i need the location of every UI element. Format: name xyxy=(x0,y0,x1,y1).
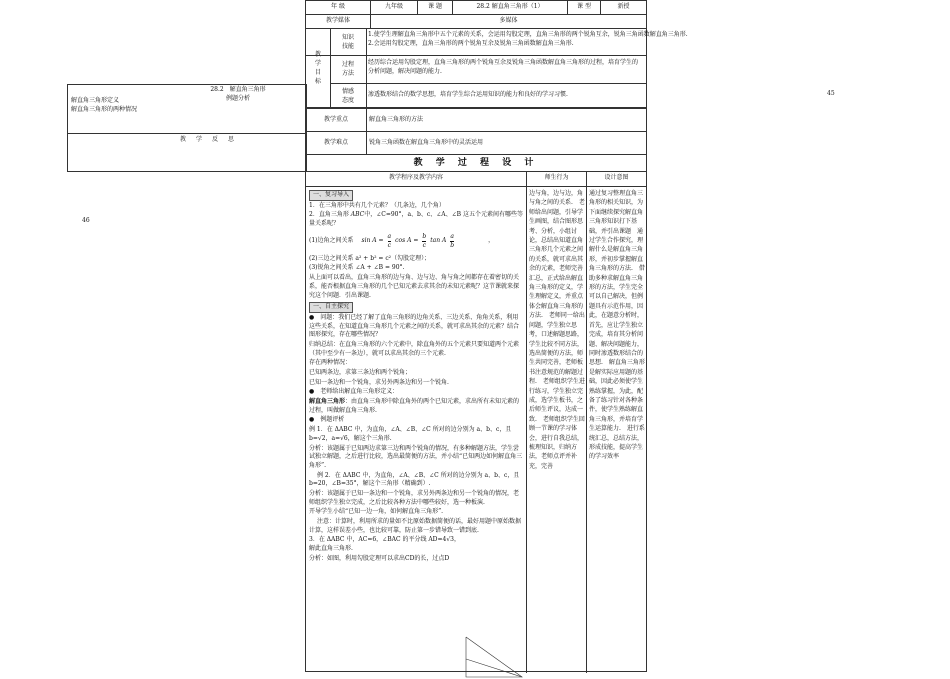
definition: 解直角三角形：由直角三角形中除直角外的两个已知元素，求出所有未知元素的过程，叫做解直角三角形. xyxy=(309,398,520,414)
example-3-analysis: 分析：如图，利用勾股定理可以求出CD的长，过点D xyxy=(309,554,450,562)
board-subtitle: 例题分析 xyxy=(225,95,250,102)
grade-label: 年 级 xyxy=(306,1,371,15)
page-number-right: 45 xyxy=(827,90,835,97)
reflection-label: 教 学 反 思 xyxy=(179,136,236,143)
intro-paragraph: 从上面可以看出，直角三角形的边与角、边与边、角与角之间都存在着密切的关系，能否根据直角三角形的几个已知元素去求其余的未知元素呢？这节课就来探究这个问题．引出课题. xyxy=(309,274,520,299)
type-value: 新授 xyxy=(601,1,647,15)
goals-block xyxy=(305,28,688,108)
example-1: 例 1．在 ΔABC 中，为直角，∠A、∠B、∠C 所对的边分别为 a、b、c，且 b=√2，a=√6，解这个三角形. xyxy=(309,426,512,442)
case-1: 已知两条边，求第三条边和两个锐角； xyxy=(309,369,412,376)
board-table xyxy=(67,84,307,172)
process-title: 教 学 过 程 设 计 xyxy=(305,155,647,171)
key-table xyxy=(305,108,647,155)
explore-summary: 归纳总结：在直角三角形的六个元素中，除直角外的五个元素只要知道两个元素（其中至少有一条边），就可以求出其余的三个元素. xyxy=(309,340,520,357)
cos-fraction: $\frac{b}{c}$ xyxy=(422,233,427,250)
tan-fraction: $\frac{a}{b}$ xyxy=(450,233,455,250)
content-column xyxy=(309,189,523,671)
col-header-design: 设计意图 xyxy=(604,174,629,181)
knowledge-text-2: 2.会运用勾股定理，直角三角形的两个锐角互余及锐角三角函数解直角三角形. xyxy=(368,40,574,47)
board-definition: 解直角三角形定义 xyxy=(71,97,120,104)
cases-intro: 存在两种情况： xyxy=(309,359,352,367)
media-label: 教学媒体 xyxy=(306,15,371,29)
case-2: 已知一条边和一个锐角，求另外两条边和另一个锐角. xyxy=(309,378,449,386)
design-column: 通过复习整理直角三角形的相关知识，为下面继续探究解直角三角形知识打下基础，并引出课题 通过学生合作探究，理解什么是解直角三角形，并初步掌握解直角三角形的方法. 借助多种求解直角三角形的方法，学生完全可以自己解决，但例题具有示范作用，因此，在题意分析时，首先，应让学生独立完成，培育其分析问题、解决问题能力，同时渗透数形结合的思想. 解直角三角形是解实际应用题的基础，因此必须使学生熟练掌握，为此，配备了练习针对各种条件，使学生熟练解直角三角形，并培育学生运算能力. 进行系统汇总，总结方法，形成技能，提高学生的学习效率 xyxy=(589,190,645,461)
section-review: 一、复习导入 xyxy=(309,190,353,201)
example-3: 3．在 ΔABC 中，AC=6，∠BAC 的平分线 AD=4√3，解此直角三角形. xyxy=(309,536,460,553)
relation-1: (1)边角之间关系 sin A = $\frac{a}{c}$ cos A = $\frac{b}{c}$ tan A $\frac{a}{b}$ ， xyxy=(309,233,495,250)
relation-3: (3)锐角之间关系 ∠A + ∠B = 90°. xyxy=(309,264,405,272)
process-label: 过程方法 xyxy=(341,61,354,77)
media-value: 多媒体 xyxy=(371,15,647,29)
col-header-content: 教学程序及教学内容 xyxy=(388,174,443,181)
topic-value: 28.2 解直角三角形（1） xyxy=(453,1,568,15)
emotion-label: 情感态度 xyxy=(341,87,354,104)
key-value: 解直角三角形的方法 xyxy=(367,109,647,132)
page-number-left: 46 xyxy=(82,217,90,224)
board-cases: 解直角三角形的两种情况 xyxy=(71,106,138,113)
col-header-teacher: 师生行为 xyxy=(544,174,569,181)
topic-label: 课 题 xyxy=(418,1,453,15)
teacher-definition-intro: ● 老师给出解直角三角形定义： xyxy=(309,388,399,396)
question-2: 2．直角三角形 ABC中，∠C=90°，a、b、c、∠A、∠B 这五个元素间有哪些等量关系呢？ xyxy=(309,211,523,228)
emotion-text: 渗透数形结合的数学思想，培育学生综合运用知识的能力和良好的学习习惯. xyxy=(368,91,568,98)
board-title: 28.2 解直角三角形 xyxy=(210,86,266,93)
question-1: 1．在三角形中共有几个元素？（几条边，几个角） xyxy=(309,201,445,209)
difficulty-value: 锐角三角函数在解直角三角形中的灵活运用 xyxy=(367,132,647,155)
header-table xyxy=(305,0,647,29)
example-1-analysis: 分析：该题属于已知两边求第三边和两个锐角的情况，有多种解题方法，学生尝试独立解题，之后进行比较，选出最简便的方法，并小结“已知两边如何解直角三角形”. xyxy=(309,444,523,469)
sin-fraction: $\frac{a}{c}$ xyxy=(387,233,392,250)
section-explore: 一、自主探究 xyxy=(309,302,353,313)
triangle-figure xyxy=(464,629,524,679)
relation-2: (2)三边之间关系 a² + b² = c²（勾股定理）； xyxy=(309,254,431,262)
goal-label: 教学目标 xyxy=(306,28,331,107)
knowledge-text-1: 1.使学生理解直角三角形中五个元素的关系，会运用勾股定理，直角三角形的两个锐角互余，锐角三角函数解直角三角形. xyxy=(368,31,688,38)
example-2-analysis: 分析：该题属于已知一条边和一个锐角，求另外两条边和另一个锐角的情况，老师组织学生独立完成，之后比较各种方法中哪些较好，选一种板演. xyxy=(309,489,520,506)
type-label: 课 型 xyxy=(568,1,601,15)
explore-question: ● 问题：我们已经了解了直角三角形的边角关系、三边关系、角角关系，利用这些关系，在知道直角三角形几个元素之间的关系，就可求出其余的元素？结合图形探究，存在哪些情况？ xyxy=(309,313,520,339)
example-heading: ● 例题评析 xyxy=(309,416,345,424)
note: 注意：计算时，利用所求的量如不比原始数据简便的话，最好用题中原始数据计算，这样误差小些，也比较可靠，防止第一步错导致一错到底. xyxy=(309,518,522,534)
teacher-column: 边与角，边与边，角与角之间的关系. 老师给出问题，引导学生画图，结合图形思考、分析，小组讨论，总结出知道直角三角形几个元素之间的关系，就可求出其余的元素，老师完善汇总，正式给出解直角三角形的定义，学生理解定义，并重点体会解直角三角形的方法. 老师同一给出问题，学生独立思考，口述解题思路，学生比较不同方法，选出简便的方法，师生共同完善，老师板书注意规范的解题过程. 老师组织学生进行练习，学生独立完成，选学生板书，之后师生评议，达成一致. 老师组织学生回顾一节课的学习体会，进行自我总结，梳理知识，归纳方法，老师点评并补充，完善 xyxy=(529,190,585,470)
knowledge-label: 知识技能 xyxy=(341,33,354,50)
process-text: 经历综合运用勾股定理，直角三角形的两个锐角互余及锐角三角函数解直角三角形的过程，培育学生的分析问题，解决问题的能力. xyxy=(368,59,639,75)
example-2-summary: 开导学生小结“已知一边一角，如何解直角三角形”. xyxy=(309,508,444,516)
difficulty-label: 教学难点 xyxy=(306,132,367,155)
key-label: 教学重点 xyxy=(306,109,367,132)
process-table xyxy=(305,171,647,672)
example-2: 例 2．在 ΔABC 中，为直角，∠A、∠B、∠C 所对的边分别为 a、b、c，且 b=20，∠B=35°，解这个三角形（精确到）. xyxy=(309,471,520,488)
grade-value: 九年级 xyxy=(371,1,418,15)
